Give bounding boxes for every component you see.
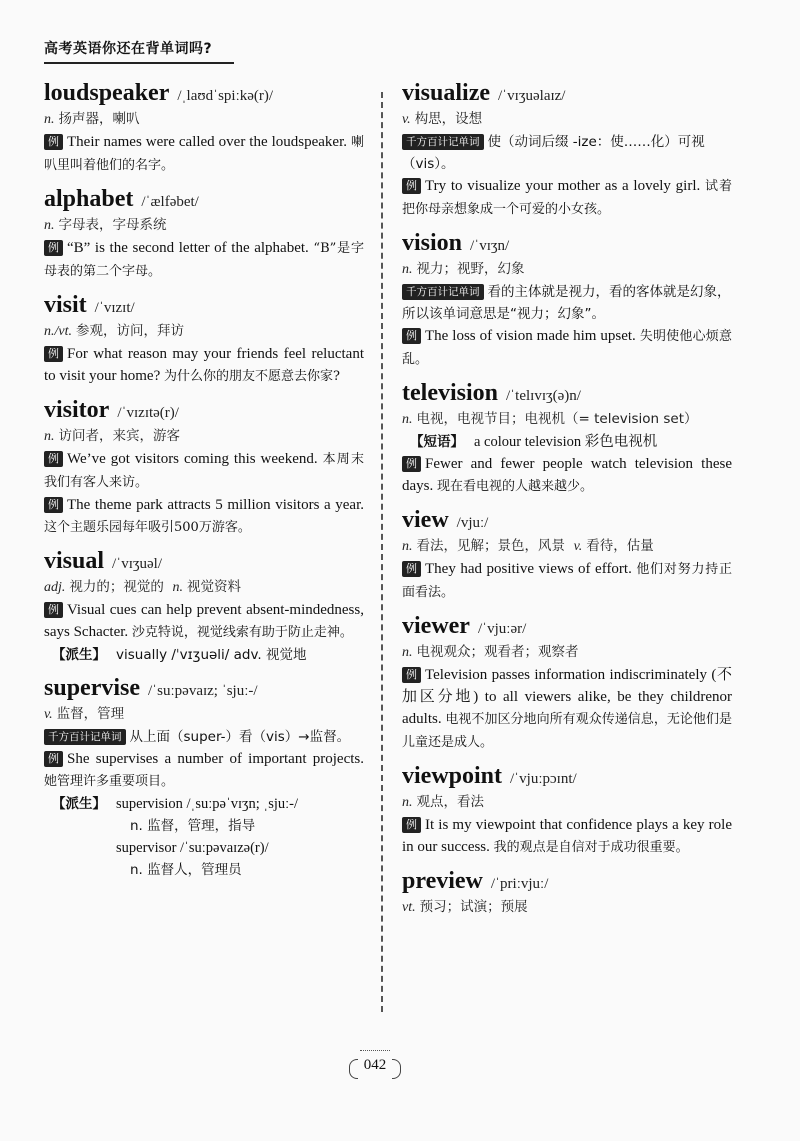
headword: viewer <box>402 613 470 639</box>
example-en: Television passes information indiscriminately (不加区分地) to all viewers alike, be they childrenor adults. <box>402 667 732 727</box>
phonetic: /ˈvɪʒuəl/ <box>112 556 163 572</box>
phrase-label: 【短语】 <box>410 434 464 450</box>
memory-text: 看的主体就是视力，看的客体就是幻象，所以该单词意思是“视力；幻象”。 <box>402 284 731 322</box>
meaning: 字母表，字母系统 <box>58 217 167 233</box>
meaning: 电视，电视节目；电视机（= television set） <box>416 411 698 427</box>
example-cn: 喇叭里叫着他们的名字。 <box>44 135 364 173</box>
example-badge: 例 <box>44 346 63 362</box>
example-en: For what reason may your friends feel reluctant to visit your home? <box>44 346 364 384</box>
derivative-word: supervisor /ˈsuːpəvaɪzə(r)/ <box>116 840 269 856</box>
derivative-label: 【派生】 <box>52 647 106 663</box>
example-badge: 例 <box>44 751 63 767</box>
memory-tip <box>402 281 732 325</box>
entry-supervise <box>44 673 364 881</box>
example-cn: 现在看电视的人越来越少。 <box>437 479 594 494</box>
part-of-speech: n. <box>44 112 55 127</box>
phonetic: /ˈvɪzɪt/ <box>94 300 135 316</box>
example-sentence <box>402 558 732 604</box>
memory-text: 使（动词后缀 -ize：使……化）可视（vis）。 <box>402 134 705 172</box>
headword: visualize <box>402 80 490 106</box>
example-en: Their names were called over the loudspeaker. <box>67 134 347 150</box>
part-of-speech: n. <box>402 795 413 810</box>
example-en: Try to visualize your mother as a lovely girl. <box>425 178 701 194</box>
example-badge: 例 <box>402 328 421 344</box>
meaning: 看待，估量 <box>586 538 654 554</box>
part-of-speech: n. <box>402 262 413 277</box>
headword: preview <box>402 868 483 894</box>
example-cn: 他们对努力持正面看法。 <box>402 562 733 600</box>
example-sentence <box>402 814 732 859</box>
example-sentence <box>44 343 364 388</box>
example-badge: 例 <box>402 667 421 683</box>
phonetic: /ˌlaʊdˈspiːkə(r)/ <box>177 88 274 104</box>
memory-badge: 千方百计记单词 <box>44 729 126 745</box>
meaning: 监督，管理 <box>56 706 125 722</box>
meaning: 视觉资料 <box>186 579 241 595</box>
memory-badge: 千方百计记单词 <box>402 134 484 150</box>
entry-television <box>402 378 732 498</box>
headword: visitor <box>44 397 110 423</box>
meaning: 看法，见解；景色，风景 <box>416 538 565 554</box>
memory-badge: 千方百计记单词 <box>402 284 484 300</box>
example-sentence <box>44 448 364 494</box>
headword: view <box>402 507 449 533</box>
phonetic: /ˈælfəbet/ <box>141 194 199 210</box>
phonetic: /vjuː/ <box>456 515 489 531</box>
meaning: 访问者，来宾，游客 <box>58 428 180 444</box>
entry-vision <box>402 228 732 371</box>
example-sentence <box>44 494 364 539</box>
part-of-speech: n. <box>44 218 55 233</box>
entry-alphabet <box>44 184 364 283</box>
entry-loudspeaker <box>44 78 364 177</box>
entry-viewpoint <box>402 761 732 859</box>
example-en: The theme park attracts 5 million visitors a year. <box>67 497 364 513</box>
derivative-label: 【派生】 <box>52 796 106 812</box>
example-en: We’ve got visitors coming this weekend. <box>67 451 318 467</box>
example-badge: 例 <box>44 134 63 150</box>
meaning: 视力；视野，幻象 <box>416 261 525 277</box>
example-cn: 本周末我们有客人来访。 <box>44 452 365 490</box>
example-sentence <box>44 748 364 793</box>
derivative-line <box>52 644 364 666</box>
example-en: It is my viewpoint that confidence plays a key role in our success. <box>402 817 732 855</box>
example-badge: 例 <box>44 497 63 513</box>
phonetic: /ˈvɪʒn/ <box>470 238 510 254</box>
meaning: 电视观众；观看者；观察者 <box>416 644 579 660</box>
derivative-meaning: n. 监督，管理，指导 <box>130 818 256 834</box>
headword: visual <box>44 548 105 574</box>
part-of-speech: n./vt. <box>44 324 72 339</box>
meaning: 视力的；视觉的 <box>69 579 164 595</box>
example-badge: 例 <box>44 451 63 467</box>
example-en: Visual cues can help prevent absent-mindedness, says Schacter. <box>44 602 364 640</box>
entry-visual <box>44 546 364 666</box>
example-sentence <box>44 599 364 644</box>
phonetic: /ˈvjuːər/ <box>477 621 527 637</box>
page-number-ornament <box>360 1050 390 1051</box>
meaning: 参观，访问，拜访 <box>76 323 184 339</box>
part-of-speech: vt. <box>402 900 416 915</box>
example-sentence <box>402 175 732 221</box>
column-divider <box>381 92 383 1012</box>
example-en: “B” is the second letter of the alphabet. <box>67 240 309 256</box>
memory-text: 从上面（super-）看（vis）→监督。 <box>129 729 351 745</box>
example-en: Fewer and fewer people watch television these days. <box>402 456 732 494</box>
example-cn: 这个主题乐园每年吸引500万游客。 <box>44 520 251 535</box>
memory-tip <box>402 131 732 175</box>
part-of-speech: adj. <box>44 580 66 595</box>
example-cn: 试着把你母亲想象成一个可爱的小女孩。 <box>402 179 732 217</box>
part-of-speech: n. <box>402 539 413 554</box>
example-sentence <box>44 131 364 177</box>
phrase-line <box>410 431 732 453</box>
phrase-text: a colour television 彩色电视机 <box>474 434 658 450</box>
entry-viewer <box>402 611 732 754</box>
derivative-meaning: n. 监督人，管理员 <box>130 862 242 878</box>
headword: viewpoint <box>402 763 503 789</box>
derivative-word: supervision /ˌsuːpəˈvɪʒn; ˌsjuː-/ <box>116 796 299 812</box>
example-sentence <box>402 453 732 498</box>
part-of-speech: n. <box>402 412 413 427</box>
meaning: 观点，看法 <box>416 794 484 810</box>
example-sentence <box>402 325 732 371</box>
example-cn: 沙克特说，视觉线索有助于防止走神。 <box>131 625 353 640</box>
page-header: 高考英语你还在背单词吗? <box>44 41 213 57</box>
example-badge: 例 <box>402 817 421 833</box>
example-badge: 例 <box>402 178 421 194</box>
example-sentence <box>402 664 732 754</box>
entry-preview <box>402 866 732 919</box>
meaning: 扬声器，喇叭 <box>58 111 140 127</box>
right-column <box>402 78 732 926</box>
phonetic: /ˈsuːpəvaɪz; ˈsjuː-/ <box>148 683 258 699</box>
example-sentence <box>44 237 364 283</box>
header-underline <box>44 62 234 64</box>
headword: television <box>402 380 498 406</box>
entry-visualize <box>402 78 732 221</box>
example-cn: 为什么你的朋友不愿意去你家? <box>164 369 340 384</box>
phonetic: /ˈtelɪvɪʒ(ə)n/ <box>506 388 581 404</box>
headword: supervise <box>44 675 140 701</box>
phonetic: /ˈvjuːpɔɪnt/ <box>510 771 577 787</box>
example-cn: 我的观点是自信对于成功很重要。 <box>493 840 689 855</box>
memory-tip <box>44 726 364 748</box>
example-badge: 例 <box>402 561 421 577</box>
example-cn: 她管理许多重要项目。 <box>44 774 175 789</box>
derivative-block <box>52 793 364 881</box>
page-number: 042 <box>345 1057 405 1074</box>
example-badge: 例 <box>44 240 63 256</box>
entry-view <box>402 505 732 604</box>
part-of-speech: v. <box>44 707 53 722</box>
headword: alphabet <box>44 186 134 212</box>
part-of-speech: n. <box>44 429 55 444</box>
phonetic: /ˈvɪʒuəlaɪz/ <box>498 88 566 104</box>
part-of-speech: n. <box>172 580 183 595</box>
phonetic: /ˈpriːvjuː/ <box>490 876 549 892</box>
example-en: She supervises a number of important projects. <box>67 751 364 767</box>
phonetic: /ˈvɪzɪtə(r)/ <box>117 405 179 421</box>
example-en: The loss of vision made him upset. <box>425 328 636 344</box>
example-badge: 例 <box>402 456 421 472</box>
example-cn: 电视不加区分地向所有观众传递信息，无论他们是儿童还是成人。 <box>402 712 732 750</box>
left-column <box>44 78 364 888</box>
example-cn: “B”是字母表的第二个字母。 <box>44 241 364 279</box>
meaning: 构思，设想 <box>414 111 483 127</box>
meaning: 预习；试演；预展 <box>419 899 528 915</box>
headword: vision <box>402 230 463 256</box>
derivative-text: visually /ˈvɪʒuəli/ adv. 视觉地 <box>116 647 307 663</box>
example-cn: 失明使他心烦意乱。 <box>402 329 732 367</box>
example-en: They had positive views of effort. <box>425 561 632 577</box>
headword: loudspeaker <box>44 80 170 106</box>
headword: visit <box>44 292 87 318</box>
part-of-speech: v. <box>573 539 583 554</box>
entry-visit <box>44 290 364 388</box>
entry-visitor <box>44 395 364 539</box>
example-badge: 例 <box>44 602 63 618</box>
part-of-speech: n. <box>402 645 413 660</box>
part-of-speech: v. <box>402 112 411 127</box>
